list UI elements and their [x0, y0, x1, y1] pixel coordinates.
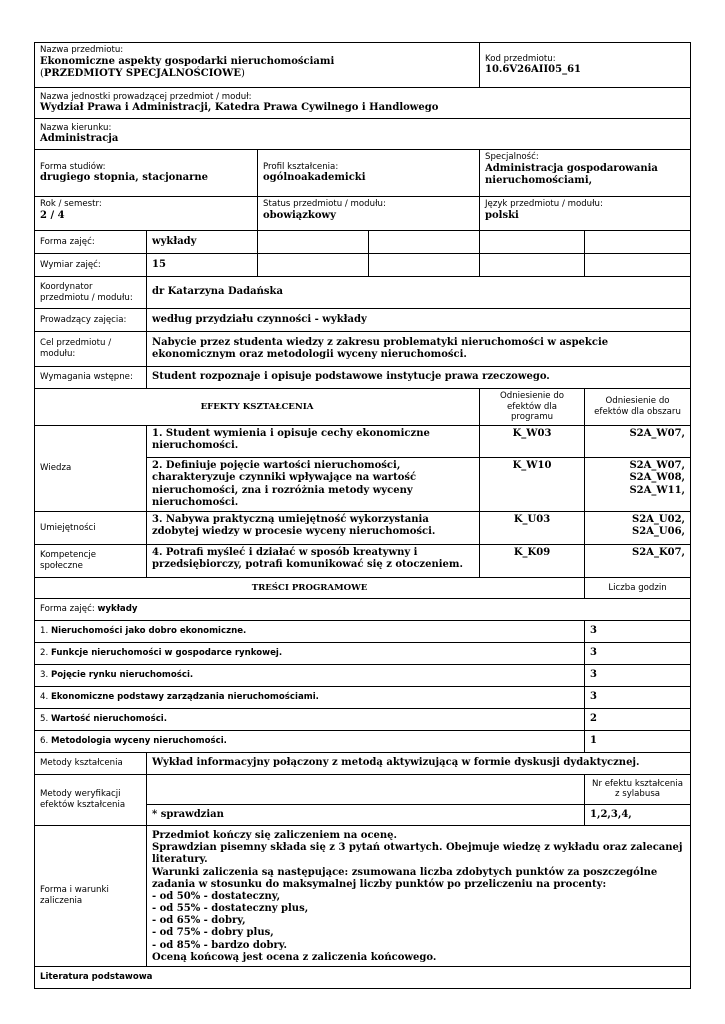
field-cell [35, 119, 691, 150]
content-title: TREŚCI PROGRAMOWE [35, 577, 585, 598]
subject-row [35, 43, 691, 88]
status-label: Status przedmiotu / modułu: [263, 199, 386, 209]
topic-text: 6. Metodologia wyceny nieruchomości. [35, 730, 585, 752]
content-header-row [35, 577, 691, 598]
topic-text: 5. Wartość nieruchomości. [35, 708, 585, 730]
spec-cell [480, 150, 691, 197]
lang-cell [480, 197, 691, 231]
goal-row [35, 332, 691, 367]
coordinator-label: Koordynator przedmiotu / modułu: [35, 277, 147, 309]
unit-row [35, 88, 691, 119]
class-hours-row [35, 254, 691, 277]
topic-row [35, 708, 691, 730]
goal-value: Nabycie przez studenta wiedzy z zakresu problematyki nieruchomości w aspekcie ekonomicznym oraz metodologii wyceny nieruchomości. [147, 332, 691, 367]
requirements-value: Student rozpoznaje i opisuje podstawowe instytucje prawa rzeczowego. [147, 367, 691, 389]
social-label: Kompetencje społeczne [35, 544, 147, 577]
assessment-line: Przedmiot kończy się zaliczeniem na ocenę. [152, 829, 398, 841]
form-row [35, 150, 691, 197]
outcome-program-ref: K_W10 [480, 458, 585, 512]
outcome-area-ref: S2A_K07, [585, 544, 691, 577]
literature-label: Literatura podstawowa [35, 967, 691, 989]
field-row [35, 119, 691, 150]
assessment-line: Warunki zaliczenia są następujące: zsumowana liczba zdobytych punktów za poszczególne zadania w stosunku do maksymalnej liczby punktów po przeliczeniu na procenty: [152, 866, 658, 890]
field-label: Nazwa kierunku: [40, 122, 112, 133]
subject-cell [35, 43, 480, 88]
requirements-row [35, 367, 691, 389]
field-value: Administracja [40, 133, 119, 145]
verification-header-row [35, 774, 691, 804]
lecturer-label: Prowadzący zajęcia: [35, 309, 147, 332]
lang-label: Język przedmiotu / modułu: [485, 199, 603, 209]
topic-text: 4. Ekonomiczne podstawy zarządzania nieruchomościami. [35, 686, 585, 708]
form-value: drugiego stopnia, stacjonarne [40, 172, 209, 184]
content-form-row [35, 598, 691, 620]
form-label: Forma studiów: [40, 161, 106, 172]
outcome-program-ref: K_W03 [480, 426, 585, 458]
teaching-methods-row [35, 752, 691, 774]
topic-row [35, 686, 691, 708]
topic-hours: 3 [585, 620, 691, 642]
profile-cell [258, 150, 480, 197]
status-cell [258, 197, 480, 231]
topic-row [35, 642, 691, 664]
skills-label: Umiejętności [35, 511, 147, 544]
lecturer-value: według przydziału czynności - wykłady [147, 309, 691, 332]
outcome-area-ref: S2A_W07, S2A_W08, S2A_W11, [585, 458, 691, 512]
outcome-row [35, 511, 691, 544]
coordinator-value: dr Katarzyna Dadańska [147, 277, 691, 309]
teaching-methods-value: Wykład informacyjny połączony z metodą aktywizującą w formie dyskusji dydaktycznej. [147, 752, 691, 774]
content-form-cell: Forma zajęć: wykłady [35, 598, 691, 620]
class-form-value: wykłady [147, 231, 258, 254]
outcome-program-ref: K_U03 [480, 511, 585, 544]
class-hours-label: Wymiar zajęć: [35, 254, 147, 277]
subject-label: Nazwa przedmiotu: [40, 45, 124, 55]
outcomes-title: EFEKTY KSZTAŁCENIA [35, 389, 480, 426]
topic-hours: 1 [585, 730, 691, 752]
year-row [35, 197, 691, 231]
assessment-line: Oceną końcową jest ocena z zaliczenia końcowego. [152, 951, 437, 963]
class-hours-value: 15 [147, 254, 258, 277]
verification-method: * sprawdzian [147, 804, 585, 825]
outcomes-ref-program: Odniesienie do efektów dla programu [480, 389, 585, 426]
assessment-line: Sprawdzian pisemny składa się z 3 pytań otwartych. Obejmuje wiedzę z wykładu oraz zalecanej literatury. [152, 842, 683, 866]
topic-text: 3. Pojęcie rynku nieruchomości. [35, 664, 585, 686]
topic-row [35, 730, 691, 752]
outcome-text: 2. Definiuje pojęcie wartości nieruchomości, charakteryzuje czynniki wpływające na wartość nieruchomości, zna i rozróżnia metody wyceny nieruchomości. [147, 458, 480, 512]
topic-hours: 3 [585, 642, 691, 664]
outcome-text: 1. Student wymienia i opisuje cechy ekonomiczne nieruchomości. [147, 426, 480, 458]
outcome-area-ref: S2A_W07, [585, 426, 691, 458]
topic-hours: 3 [585, 664, 691, 686]
verification-refs: 1,2,3,4, [585, 804, 691, 825]
year-value: 2 / 4 [40, 209, 65, 221]
knowledge-label: Wiedza [35, 426, 147, 512]
class-form-row [35, 231, 691, 254]
outcomes-header-row [35, 389, 691, 426]
code-label: Kod przedmiotu: [485, 53, 556, 64]
form-cell [35, 150, 258, 197]
code-cell [480, 43, 691, 88]
content-hours-header: Liczba godzin [585, 577, 691, 598]
verification-label: Metody weryfikacji efektów kształcenia [35, 774, 147, 825]
assessment-line: - od 65% - dobry, [152, 915, 246, 927]
profile-label: Profil kształcenia: [263, 161, 339, 172]
assessment-label: Forma i warunki zaliczenia [35, 825, 147, 966]
topic-text: 1. Nieruchomości jako dobro ekonomiczne. [35, 620, 585, 642]
class-form-label: Forma zajęć: [35, 231, 147, 254]
spec-value: Administracja gospodarowania nieruchomościami, [485, 162, 658, 186]
syllabus-sheet [34, 42, 690, 989]
topic-hours: 2 [585, 708, 691, 730]
topic-row [35, 664, 691, 686]
requirements-label: Wymagania wstępne: [35, 367, 147, 389]
assessment-line: - od 75% - dobry plus, [152, 927, 274, 939]
spec-label: Specjalność: [485, 152, 539, 162]
year-label: Rok / semestr: [40, 199, 102, 209]
unit-label: Nazwa jednostki prowadzącej przedmiot / moduł: [40, 91, 252, 102]
topic-hours: 3 [585, 686, 691, 708]
unit-value: Wydział Prawa i Administracji, Katedra Prawa Cywilnego i Handlowego [40, 102, 439, 114]
assessment-line: - od 55% - dostateczny plus, [152, 903, 309, 915]
subject-group: (PRZEDMIOTY SPECJALNOŚCIOWE) [40, 67, 245, 79]
assessment-text [147, 825, 691, 966]
topic-text: 2. Funkcje nieruchomości w gospodarce rynkowej. [35, 642, 585, 664]
assessment-line: - od 50% - dostateczny, [152, 890, 281, 902]
teaching-methods-label: Metody kształcenia [35, 752, 147, 774]
status-value: obowiązkowy [263, 209, 336, 221]
outcome-program-ref: K_K09 [480, 544, 585, 577]
lecturer-row [35, 309, 691, 332]
outcome-row [35, 426, 691, 458]
topic-row [35, 620, 691, 642]
outcome-text: 3. Nabywa praktyczną umiejętność wykorzystania zdobytej wiedzy w procesie wyceny nieruchomości. [147, 511, 480, 544]
outcome-text: 4. Potrafi myśleć i działać w sposób kreatywny i przedsiębiorczy, potrafi komunikować się z otoczeniem. [147, 544, 480, 577]
lang-value: polski [485, 209, 519, 221]
syllabus-table [34, 42, 691, 989]
verification-header: Nr efektu kształcenia z sylabusa [585, 774, 691, 804]
code-value: 10.6V26AII05_61 [485, 64, 581, 76]
unit-cell [35, 88, 691, 119]
year-cell [35, 197, 258, 231]
literature-row [35, 967, 691, 989]
assessment-line: - od 85% - bardzo dobry. [152, 939, 287, 951]
outcome-row [35, 544, 691, 577]
goal-label: Cel przedmiotu / modułu: [35, 332, 147, 367]
outcomes-ref-area: Odniesienie do efektów dla obszaru [585, 389, 691, 426]
profile-value: ogólnoakademicki [263, 172, 366, 184]
subject-name: Ekonomiczne aspekty gospodarki nieruchomościami [40, 55, 335, 67]
outcome-area-ref: S2A_U02, S2A_U06, [585, 511, 691, 544]
assessment-row [35, 825, 691, 966]
coordinator-row [35, 277, 691, 309]
